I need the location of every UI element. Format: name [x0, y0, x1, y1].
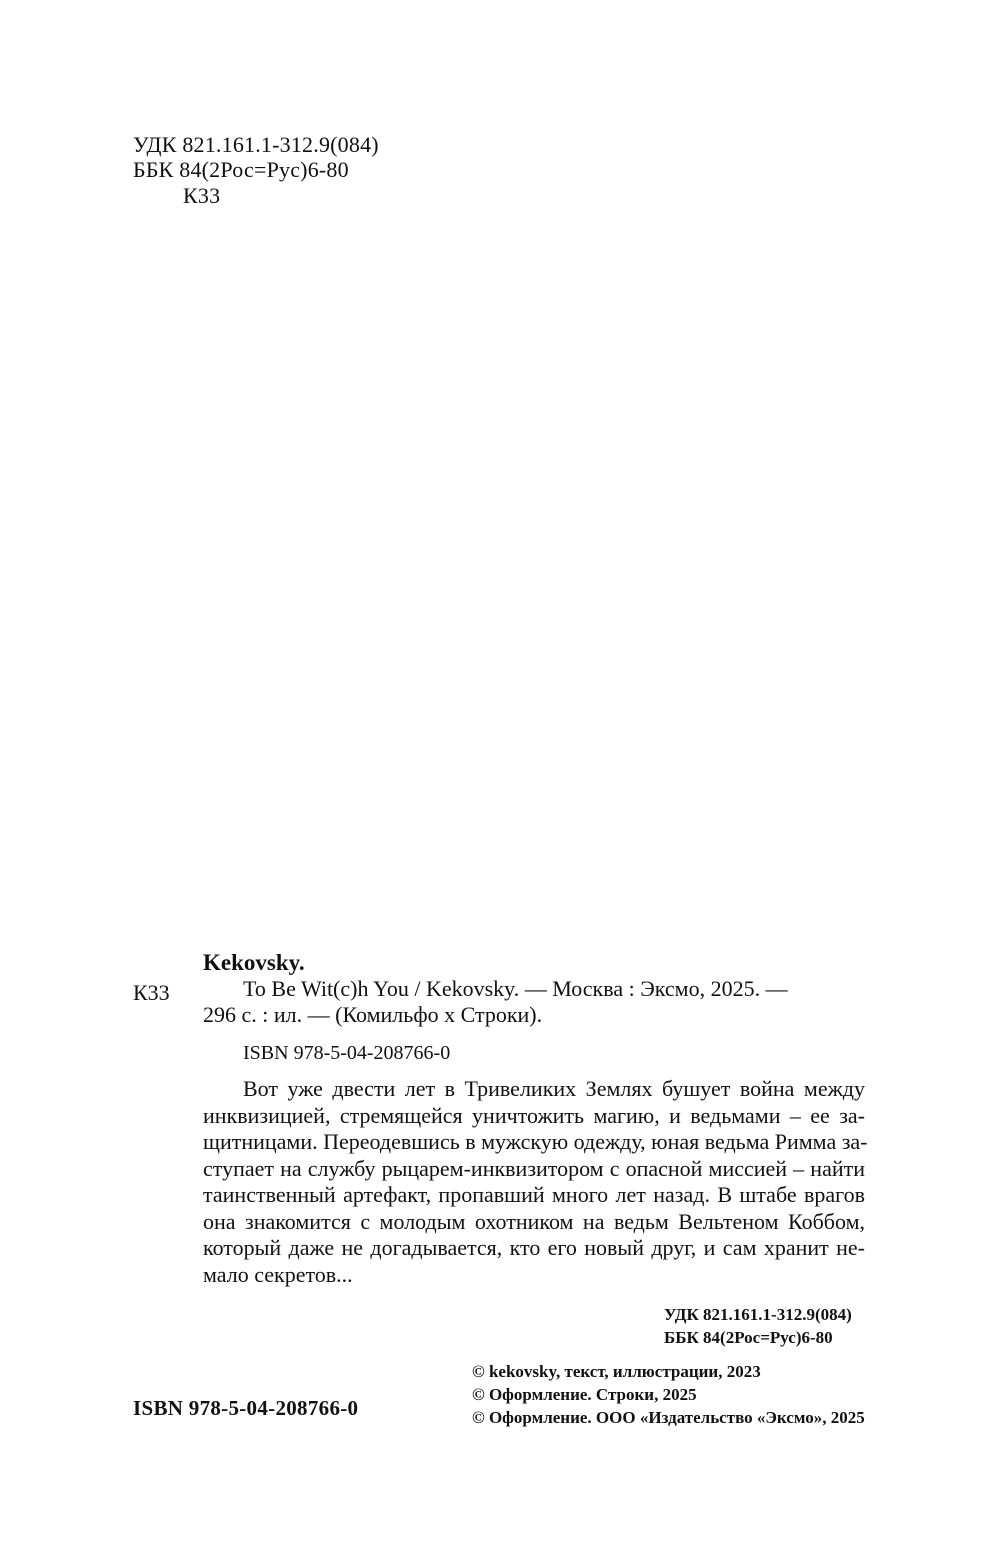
- annotation-line: она знакомится с молодым охотником на ведьм Вельтеном Коббом,: [203, 1208, 865, 1234]
- bbk-code: ББК 84(2Рос=Рус)6-80: [133, 157, 349, 182]
- annotation-line: щитницами. Переодевшись в мужскую одежду, юная ведьма Римма за-: [203, 1129, 868, 1154]
- annotation-line: таинственный артефакт, пропавший много лет назад. В штабе врагов: [203, 1182, 865, 1207]
- copyright-design-eksmo: © Оформление. ООО «Издательство «Эксмо», 2025: [472, 1408, 865, 1427]
- entry-author: Kekovsky.: [203, 950, 305, 975]
- annotation-line: инквизицией, стремящейся уничтожить магию, и ведьмами – ее за-: [203, 1102, 865, 1128]
- entry-title-line: To Be Wit(c)h You / Kekovsky. — Москва : Эксмо, 2025. —: [243, 976, 788, 1001]
- udk-code-bold: УДК 821.161.1-312.9(084): [664, 1305, 852, 1324]
- entry-isbn: ISBN 978-5-04-208766-0: [243, 1042, 451, 1064]
- author-sign: К33: [183, 183, 221, 208]
- annotation-line: ступает на службу рыцарем-инквизитором с опасной миссией – найти: [203, 1155, 865, 1181]
- udk-code: УДК 821.161.1-312.9(084): [133, 132, 379, 157]
- isbn-main: ISBN 978-5-04-208766-0: [133, 1396, 359, 1420]
- annotation-line: который даже не догадывается, кто его новый друг, и сам хранит не-: [203, 1235, 865, 1260]
- annotation-paragraph: [203, 1076, 868, 1288]
- annotation-line: Вот уже двести лет в Тривеликих Землях бушует война между: [243, 1076, 865, 1101]
- entry-pages-line: 296 с. : ил. — (Комильфо х Строки).: [203, 1002, 543, 1027]
- copyright-text: © kekovsky, текст, иллюстрации, 2023: [472, 1362, 761, 1381]
- annotation-line: мало секретов...: [203, 1261, 353, 1287]
- bbk-code-bold: ББК 84(2Рос=Рус)6-80: [664, 1328, 833, 1347]
- entry-side-sign: К33: [133, 980, 170, 1005]
- copyright-design-stroki: © Оформление. Строки, 2025: [472, 1385, 697, 1404]
